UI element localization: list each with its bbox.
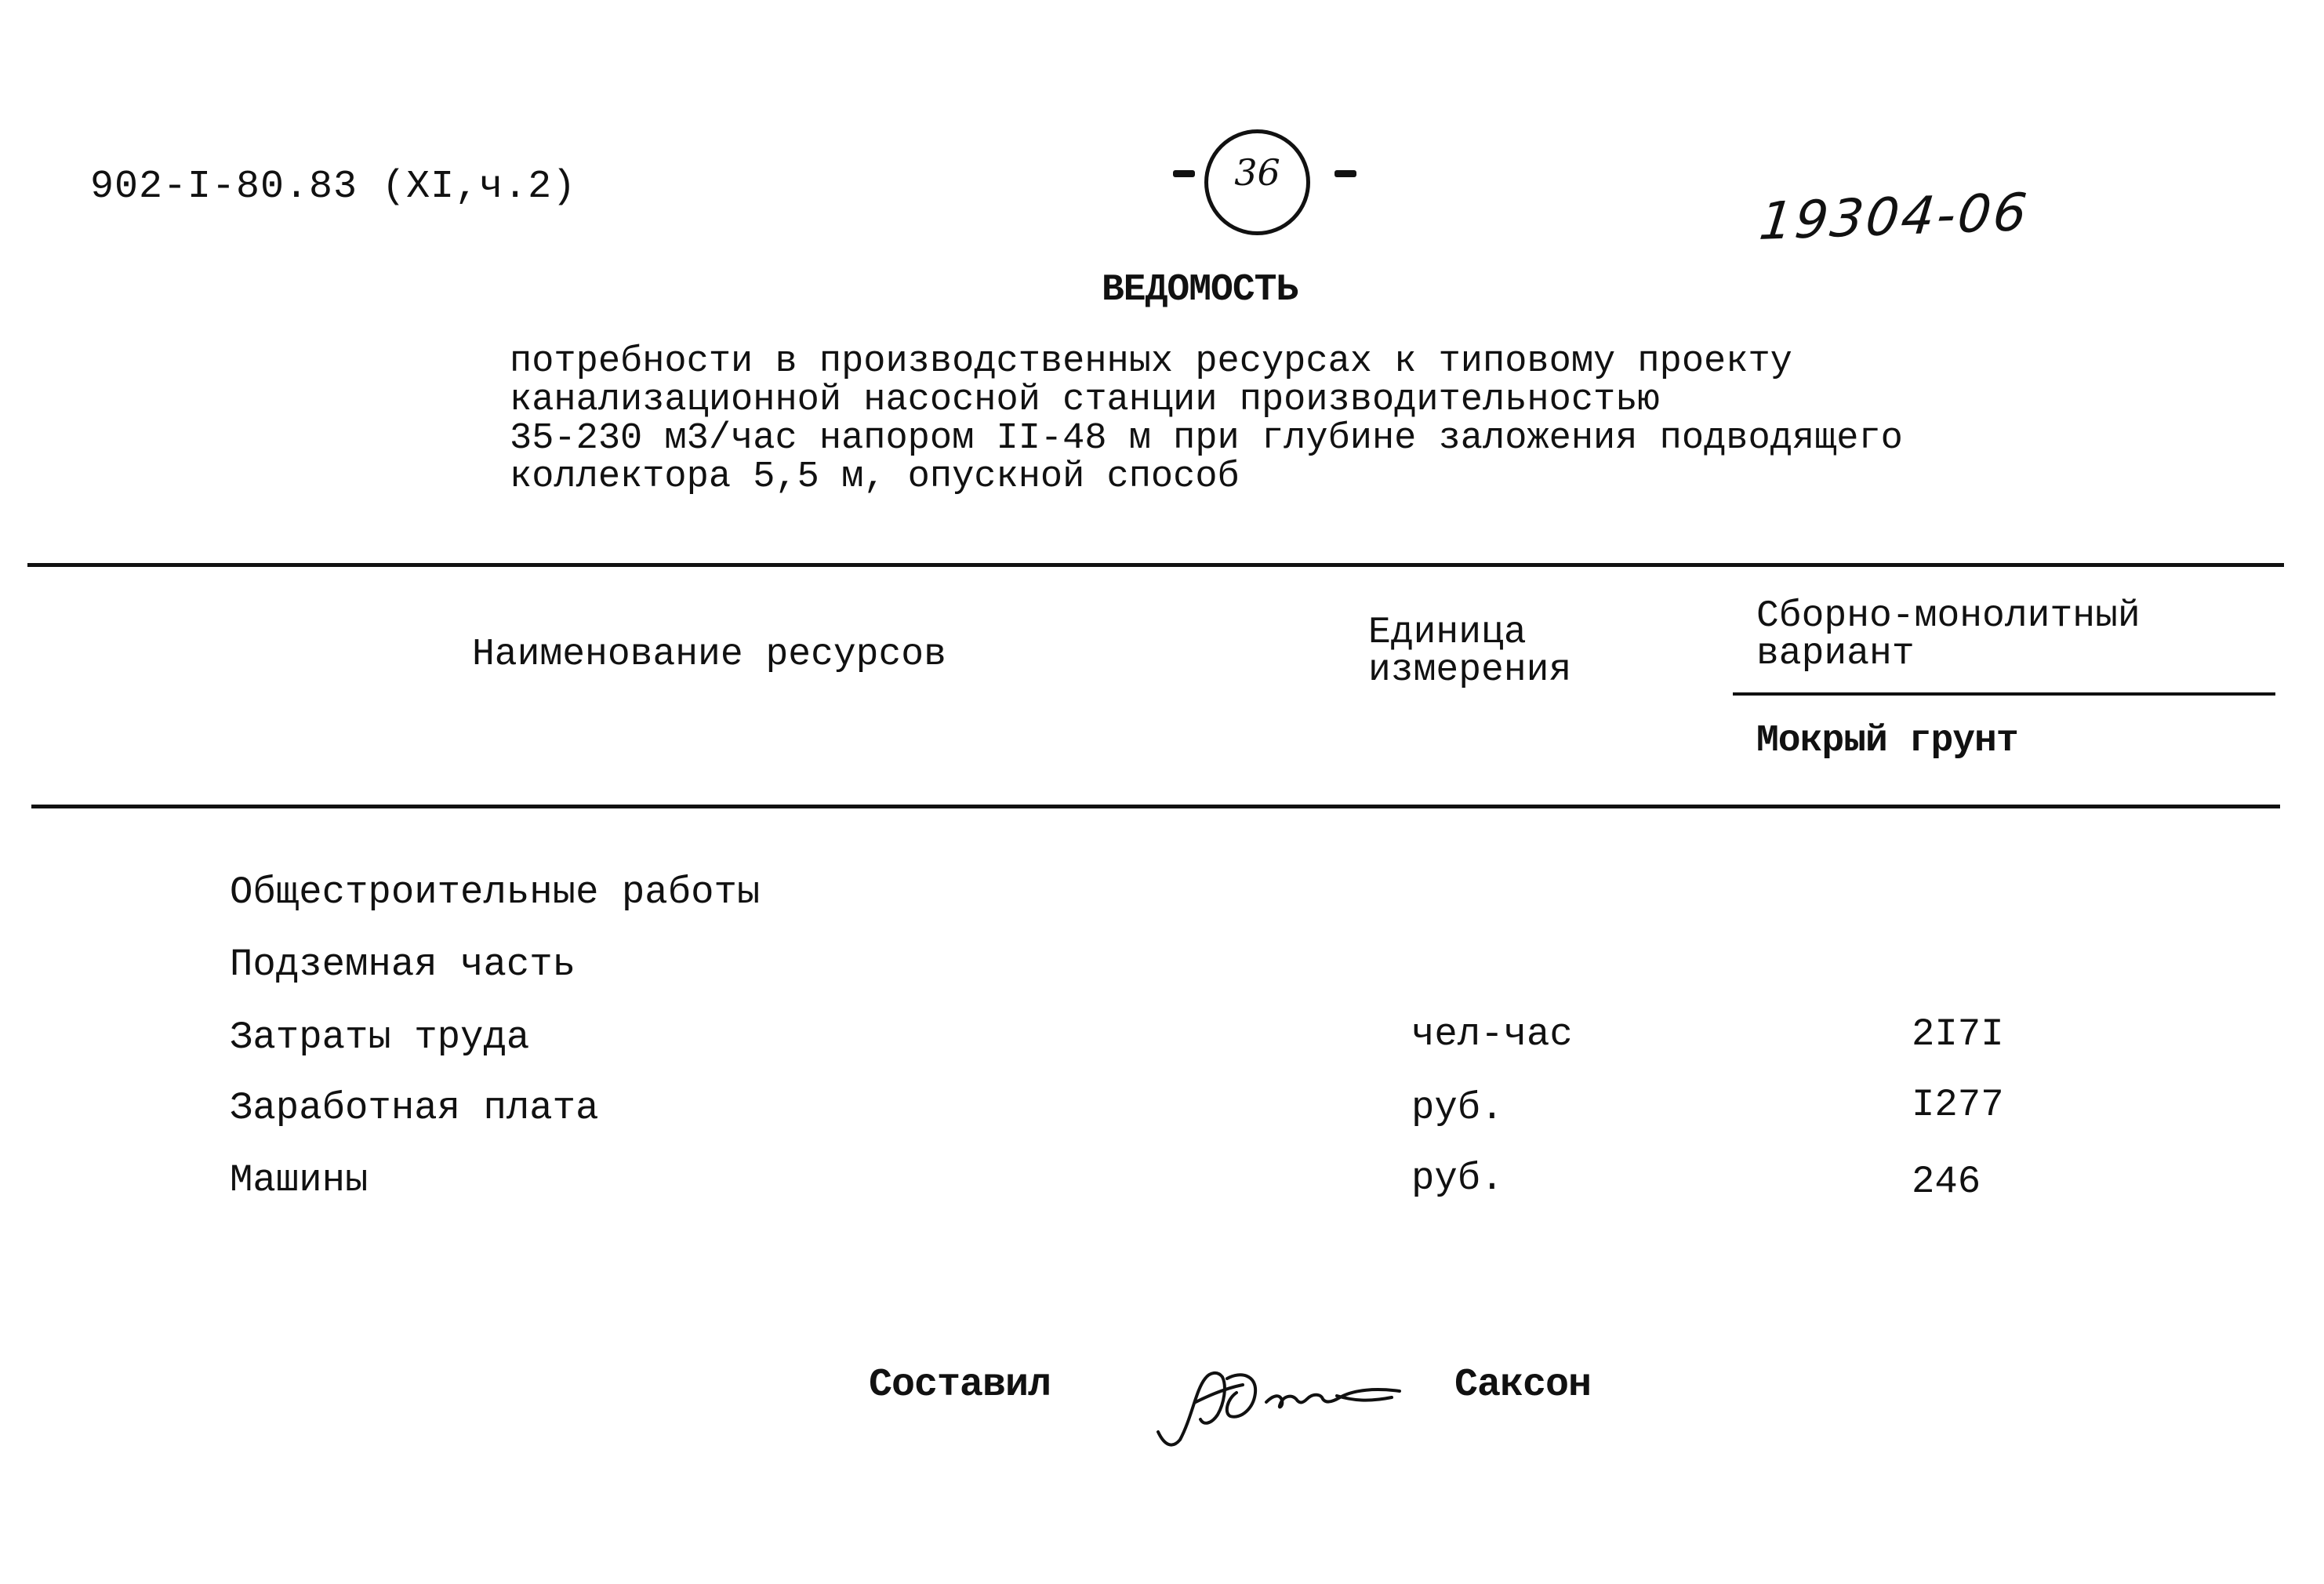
document-code: 902-I-80.83 (XI,ч.2) — [90, 165, 577, 209]
page-dash-right — [1334, 170, 1356, 177]
table-row-label: Затраты труда — [230, 1015, 530, 1059]
document-subtitle — [510, 343, 1903, 496]
document-title: ВЕДОМОСТЬ — [1102, 269, 1298, 311]
column-header-unit-line2: измерения — [1368, 649, 1572, 692]
inventory-number: 19304-06 — [1756, 182, 2032, 252]
subtitle-line: 35-230 м3/час напором II-48 м при глубине заложения подводящего — [510, 418, 1903, 460]
table-row-value: I277 — [1912, 1083, 2004, 1127]
column-header-variant-line1: Сборно-монолитный — [1756, 595, 2141, 638]
table-top-rule — [27, 563, 2284, 567]
table-header-bottom-rule — [31, 805, 2280, 808]
page-number: 36 — [1204, 129, 1310, 235]
table-row-unit: чел-час — [1411, 1012, 1573, 1056]
section-subheading: Подземная часть — [230, 943, 576, 986]
column-header-variant — [1756, 595, 2141, 675]
page-dash-left — [1173, 170, 1195, 177]
table-row-value: 2I7I — [1912, 1012, 2004, 1056]
signature-name: Саксон — [1454, 1363, 1592, 1408]
signature-label: Составил — [869, 1363, 1051, 1408]
subtitle-line: коллектора 5,5 м, опускной способ — [510, 456, 1240, 498]
variant-divider-rule — [1733, 692, 2275, 696]
column-header-unit-line1: Единица — [1368, 612, 1527, 654]
table-row-label: Машины — [230, 1158, 369, 1202]
table-row-label: Заработная плата — [230, 1086, 599, 1130]
column-header-variant-line2: вариант — [1756, 633, 1915, 675]
column-header-name: Наименование ресурсов — [472, 634, 946, 676]
section-heading: Общестроительные работы — [230, 870, 761, 914]
handwritten-signature — [1149, 1347, 1407, 1457]
table-row-unit: руб. — [1411, 1086, 1504, 1130]
subtitle-line: потребности в производственных ресурсах к типовому проекту — [510, 341, 1792, 383]
table-row-unit: руб. — [1411, 1157, 1504, 1201]
table-row-value: 246 — [1912, 1160, 1981, 1204]
subtitle-line: канализационной насосной станции производительностью — [510, 380, 1660, 421]
column-header-subvariant: Мокрый грунт — [1756, 720, 2018, 762]
column-header-unit — [1368, 612, 1572, 692]
